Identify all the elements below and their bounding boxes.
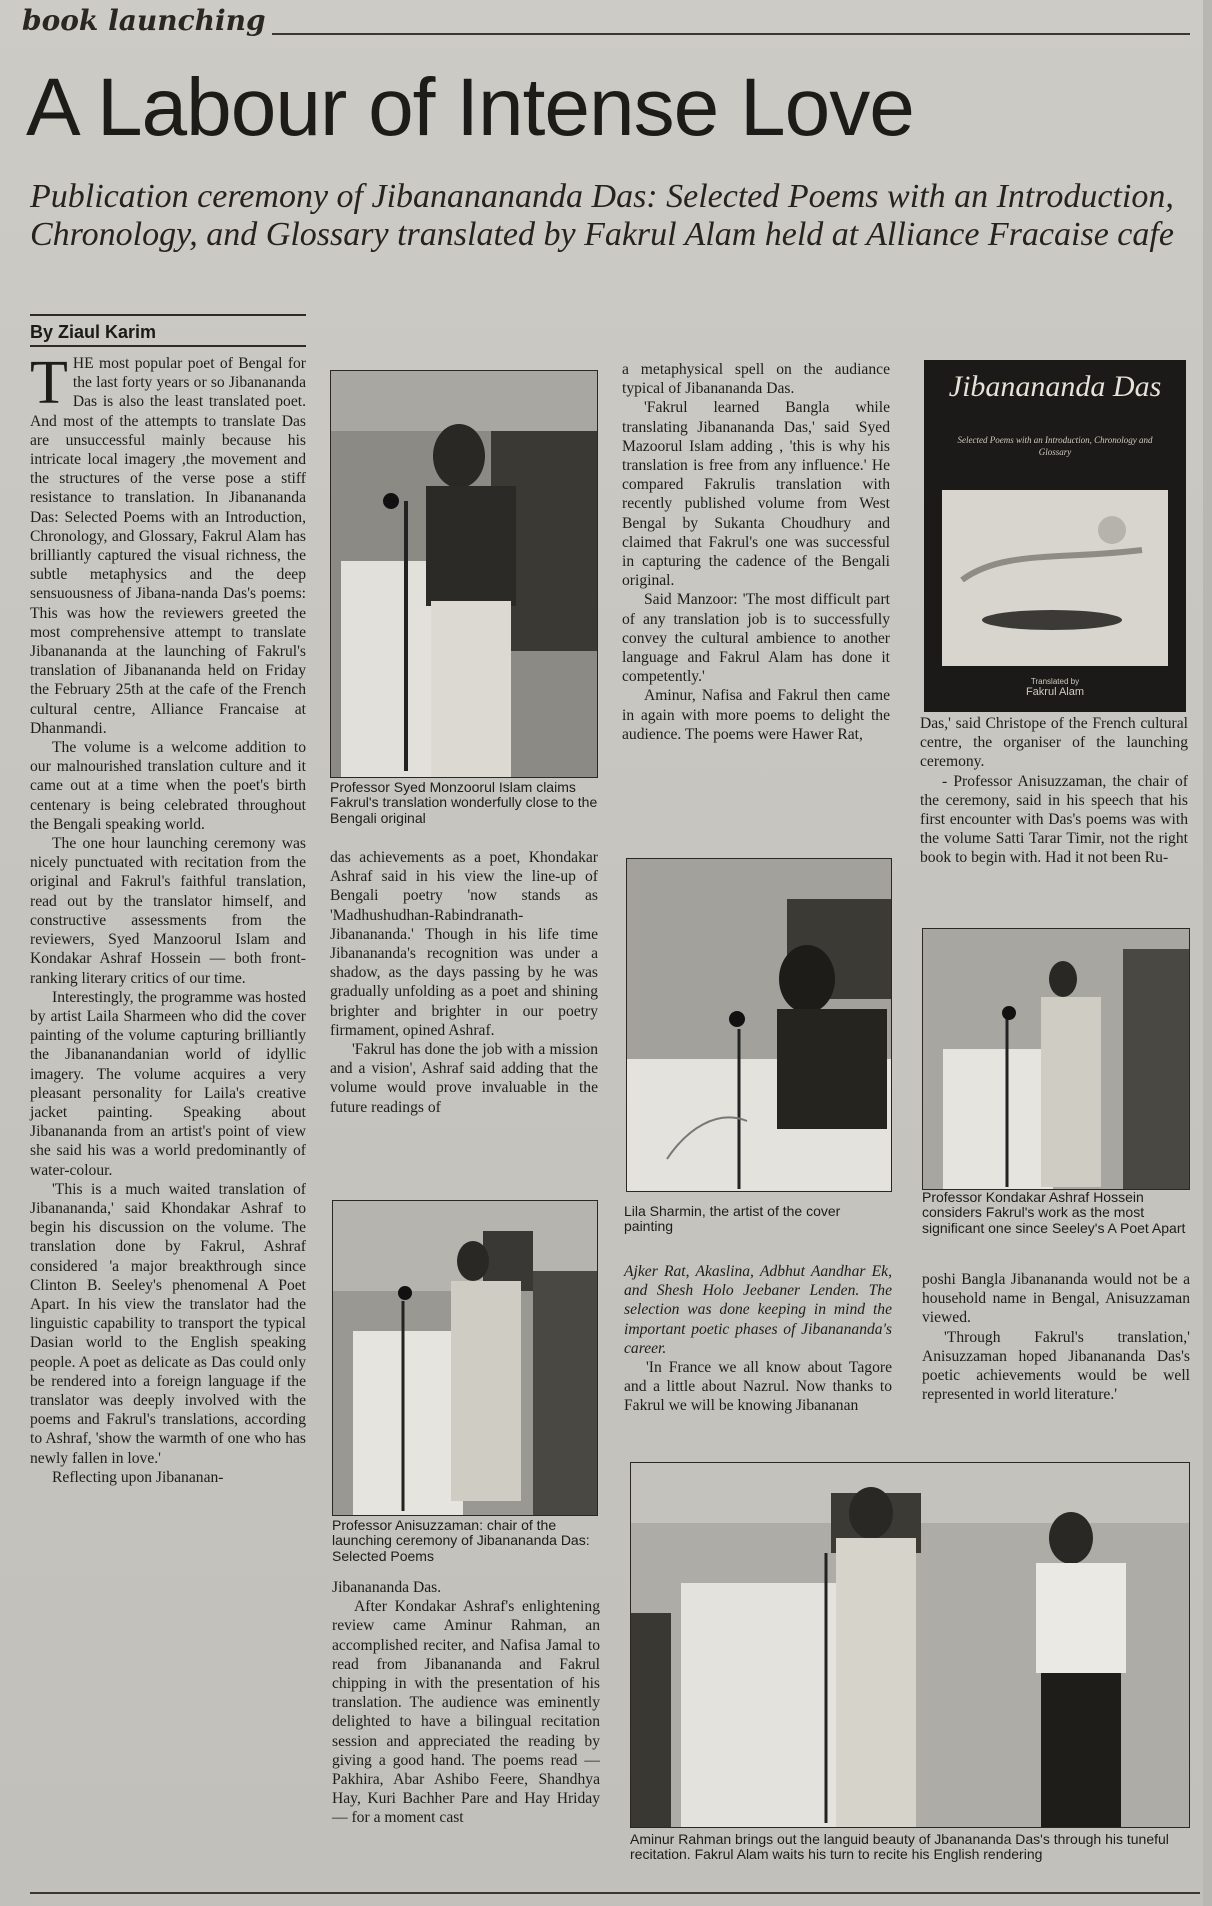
photo-speaker-ashraf-hossein [922,928,1190,1190]
standfirst: Publication ceremony of Jibananananda Das: Selected Poems with an Introduction, Chronology, and Glossary translated by Fakrul Alam held at Alliance Fracaise cafe [30,178,1174,253]
article-column-2-lower [332,1578,600,1828]
page-edge [1203,0,1212,1906]
article-column-4 [920,714,1188,868]
book-cover [924,360,1186,712]
article-column-3 [622,360,890,744]
photo-caption: Aminur Rahman brings out the languid beauty of Jbanananda Das's through his tuneful recitation. Fakrul Alam waits his turn to recite his English rendering [630,1831,1169,1863]
paragraph: The one hour launching ceremony was nicely punctuated with recitation from the original and Fakrul's faithful translation, read out by the translator himself, and constructive assessments from the reviewers, Syed Manzoorul Islam and Kondakar Ashraf Hossein — both front-ranking literary critics of our time. [30,835,306,987]
article-column-1 [30,349,306,1487]
paragraph: After Kondakar Ashraf's enlightening review came Aminur Rahman, an accomplished reciter, and Nafisa Jamal to read from Jibanananda and Fakrul chipping in with the presentation of his translation. The audience was eminently delighted to have a bilingual recitation session and appreciated the reading by giving a good hand. The poems read — Pakhira, Abar Ashibo Feere, Shandhya Hay, Kuri Bachher Pare and Hay Hriday — for a moment cast [332,1598,600,1827]
paragraph: a metaphysical spell on the audiance typical of Jibanananda Das. [622,361,890,398]
book-cover-title: Jibanananda Das [948,370,1162,403]
paragraph: Reflecting upon Jibananan- [52,1468,224,1486]
photo-caption: Professor Anisuzzaman: chair of the launching ceremony of Jibanananda Das: Selected Poems [332,1517,590,1564]
paragraph: 'Fakrul has done the job with a mission and a vision', Ashraf said adding that the volume would prove invaluable in the future readings of [330,1041,598,1116]
photo-caption: Professor Syed Monzoorul Islam claims Fakrul's translation wonderfully close to the Bengali original [330,779,598,826]
paragraph: das achievements as a poet, Khondakar Ashraf said in his view the line-up of Bengali poetry 'now stands as 'Madhushudhan-Rabindranath-Jibanananda.' Though in his life time Jibanananda's recognition was under a shadow, as the days passing by he was gradually unfolding as a poet and shining brighter and brighter in our poetry firmament, opined Ashraf. [330,849,598,1039]
article-column-2 [330,848,598,1117]
drop-cap: T [30,349,68,417]
paragraph: - Professor Anisuzzaman, the chair of the ceremony, said in his speech that his first encounter with Das's poems was with the volume Satti Tarar Timir, not the right book to begin with. Had it not been Ru- [920,772,1188,867]
paragraph: Das,' said Christope of the French cultural centre, the organiser of the launching ceremony. [920,715,1188,771]
headline: A Labour of Intense Love [26,62,914,153]
paragraph: Ajker Rat, Akaslina, Adbhut Aandhar Ek, and Shesh Holo Jeebaner Lenden. The selection was done keeping in mind the important poetic phases of Jibanananda's career. [624,1263,892,1357]
paragraph: Interestingly, the programme was hosted by artist Laila Sharmeen who did the cover painting of the volume capturing brilliantly the Jibananandanian world of idyllic imagery. The volume acquires a very pleasant personality for Laila's creative jacket painting. Speaking about Jibanananda from an artist's point of view she said his was a world predominantly of water-colour. [30,988,306,1179]
photo-speaker-anisuzzaman [332,1200,598,1516]
paragraph: The volume is a welcome addition to our malnourished translation culture and it came out at a time when the poet's birth centenary is being celebrated throughout the Bengali speaking world. [30,739,306,833]
photo-recitation [630,1462,1190,1828]
photo-caption: Professor Kondakar Ashraf Hossein considers Fakrul's work as the most significant one since Seeley's A Poet Apart [922,1189,1186,1236]
section-kicker: book launching [22,4,266,37]
photo-speaker-monzoorul [330,370,598,778]
book-cover-credit: Translated by Fakrul Alam [1025,677,1085,698]
bottom-rule [30,1892,1200,1894]
paragraph: 'This is a much waited translation of Jibanananda,' said Khondakar Ashraf to begin his discussion on the volume. The translation done by Fakrul, Ashraf considered 'a major breakthrough since Clinton B. Seeley's phenomenal A Poet Apart. In his view the translator had the linguistic capability to transport the typical Dasian world to the English speaking people. A poet as delicate as Das could only be rendered into a foreign language if the translator was deeply involved with the poems and Fakrul's translations, according to Ashraf, 'show the warmth of one who has newly fallen in love.' [30,1180,306,1467]
paragraph: 'Through Fakrul's translation,' Anisuzzaman hoped Jibanananda Das's poetic achievements would be well represented in world literature.' [922,1328,1190,1404]
book-cover-painting [942,490,1168,666]
paragraph: Said Manzoor: 'The most difficult part of any translation job is to successfully convey the cultural ambience to another language and Fakrul Alam has done it competently.' [622,591,890,686]
byline: By Ziaul Karim [30,314,306,347]
photo-artist-lila-sharmin [626,858,892,1192]
paragraph: Aminur, Nafisa and Fakrul then came in again with more poems to delight the audience. The poems were Hawer Rat, [622,687,890,743]
paragraph: poshi Bangla Jibanananda would not be a household name in Bengal, Anisuzzaman viewed. [922,1271,1190,1327]
article-column-4-lower [922,1270,1190,1404]
paragraph: Jibanananda Das. [332,1579,442,1596]
photo-caption: Lila Sharmin, the artist of the cover painting [624,1203,841,1235]
paragraph: 'Fakrul learned Bangla while translating Jibanananda Das,' said Syed Mazoorul Islam adding , 'this is why his translation is free from any influence.' He compared Fakrulis translation with recently published volume from West Bengal by Sukanta Choudhury and claimed that Fakrul's one was successful in capturing the cadence of the Bengali original. [622,399,890,590]
paragraph: THE most popular poet of Bengal for the last forty years or so Jibanananda Das is also the least translated poet. And most of the attempts to translate Das are unsuccessful mainly because his intricate local imagery ,the movement and the structures of the verse pose a stiff resistance to translation. In Jibanananda Das: Selected Poems with an Introduction, Chronology, and Glossary, Fakrul Alam has brilliantly captured the visual richness, the subtle metaphysics and the deep sensuousness of Jibana-nanda Das's poems: This was how the reviewers greeted the most comprehensive attempt to translate Jibanananda at the launching of Fakrul's translation of Jibanananda held on Friday the February 25th at the cafe of the French cultural centre, Alliance Francaise at Dhanmandi. [30,349,306,737]
book-cover-subtitle: Selected Poems with an Introduction, Chronology and Glossary [957,435,1153,457]
kicker-rule [272,33,1190,35]
paragraph: 'In France we all know about Tagore and a little about Nazrul. Now thanks to Fakrul we will be knowing Jibananan [624,1359,892,1415]
article-column-3-lower [624,1262,892,1416]
